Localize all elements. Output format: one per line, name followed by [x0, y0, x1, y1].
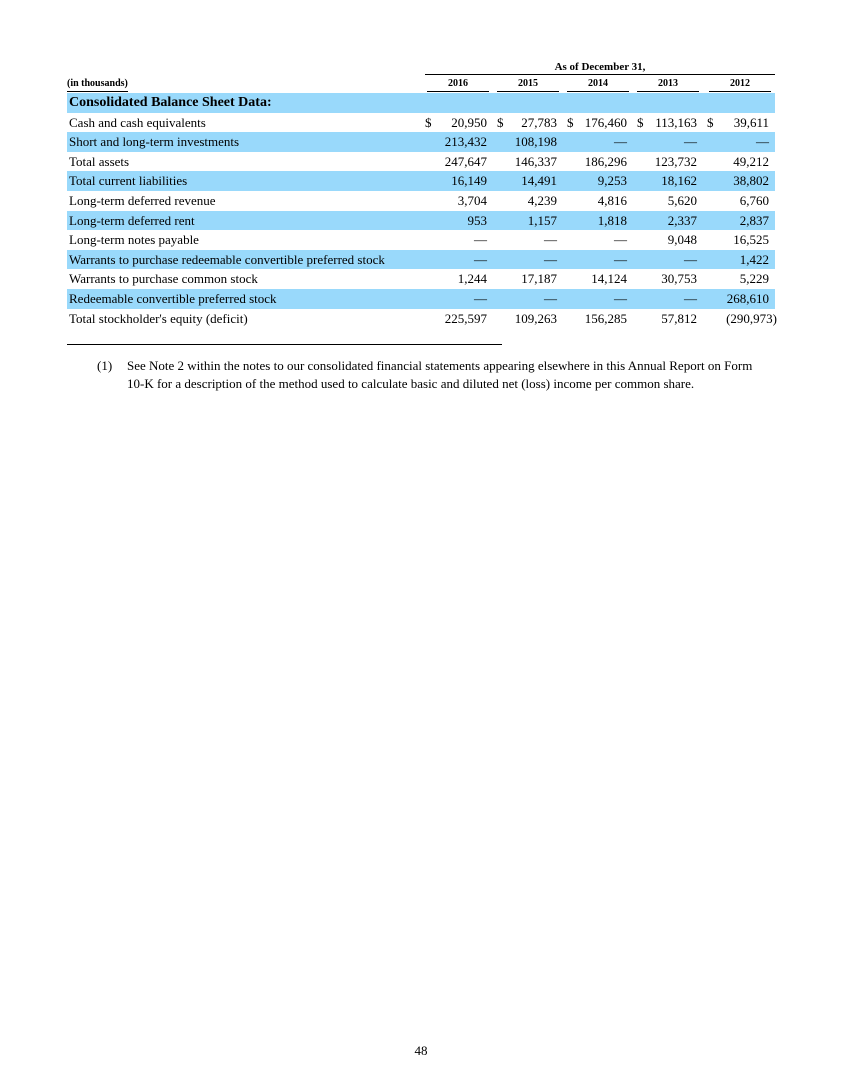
- table-cell: —: [614, 134, 627, 150]
- row-label: Warrants to purchase common stock: [69, 271, 258, 287]
- table-cell: 9,048: [667, 232, 697, 248]
- table-cell: —: [614, 290, 627, 306]
- currency-symbol: $: [497, 114, 504, 130]
- row-label: Total current liabilities: [69, 173, 188, 189]
- table-cell: —: [544, 290, 557, 306]
- table-cell: —: [684, 251, 697, 267]
- table-row: [67, 250, 775, 270]
- currency-symbol: $: [707, 114, 714, 130]
- table-row: [67, 113, 775, 133]
- currency-symbol: $: [425, 114, 432, 130]
- table-row: [67, 230, 775, 250]
- table-cell: 4,816: [597, 192, 627, 208]
- table-row: [67, 211, 775, 231]
- table-row: [67, 289, 775, 309]
- table-cell: 5,620: [667, 192, 697, 208]
- table-cell: 268,610: [726, 290, 769, 306]
- table-cell: —: [474, 232, 487, 248]
- table-cell: 57,812: [661, 310, 697, 326]
- row-label: Total stockholder's equity (deficit): [69, 310, 248, 326]
- table-cell: 123,732: [654, 153, 697, 169]
- table-cell: —: [684, 290, 697, 306]
- table-cell: —: [544, 251, 557, 267]
- table-cell: 108,198: [514, 134, 557, 150]
- table-cell: (290,973): [726, 310, 777, 326]
- section-title-row: [67, 93, 775, 113]
- footnote-divider: [67, 344, 502, 345]
- table-cell: 176,460: [584, 114, 627, 130]
- table-cell: 4,239: [527, 192, 557, 208]
- row-label: Long-term deferred rent: [69, 212, 195, 228]
- column-header-row: [67, 77, 775, 91]
- table-cell: 1,818: [597, 212, 627, 228]
- table-body: [67, 93, 775, 328]
- table-cell: —: [544, 232, 557, 248]
- table-cell: 49,212: [733, 153, 769, 169]
- table-cell: 2,337: [667, 212, 697, 228]
- currency-symbol: $: [567, 114, 574, 130]
- table-row: [67, 152, 775, 172]
- table-cell: 6,760: [739, 192, 769, 208]
- table-cell: —: [614, 251, 627, 267]
- table-row: [67, 132, 775, 152]
- table-row: [67, 191, 775, 211]
- footnote-text: See Note 2 within the notes to our consolidated financial statements appearing elsewhere in this Annual Report on Form 10-K for a description of the method used to calculate basic and diluted net (loss) income per common share.: [127, 358, 753, 391]
- table-cell: 225,597: [444, 310, 487, 326]
- table-row: [67, 171, 775, 191]
- table-cell: —: [756, 134, 769, 150]
- table-cell: 2,837: [739, 212, 769, 228]
- table-cell: 109,263: [514, 310, 557, 326]
- table-cell: 30,753: [661, 271, 697, 287]
- table-cell: 1,157: [527, 212, 557, 228]
- table-cell: 38,802: [733, 173, 769, 189]
- table-cell: 14,124: [591, 271, 627, 287]
- row-label: Long-term notes payable: [69, 232, 199, 248]
- table-cell: 953: [467, 212, 487, 228]
- table-cell: 113,163: [655, 114, 697, 130]
- year-header: 2012: [709, 77, 771, 92]
- table-cell: 3,704: [457, 192, 487, 208]
- table-cell: —: [684, 134, 697, 150]
- table-row: [67, 269, 775, 289]
- table-cell: 1,422: [739, 251, 769, 267]
- table-cell: —: [614, 232, 627, 248]
- row-label: Short and long-term investments: [69, 134, 240, 150]
- year-header: 2016: [427, 77, 489, 92]
- table-cell: 5,229: [739, 271, 769, 287]
- page-number: 48: [414, 1043, 428, 1058]
- table-cell: 1,244: [457, 271, 487, 287]
- table-cell: 39,611: [733, 114, 769, 130]
- table-row: [67, 309, 775, 329]
- row-label: Long-term deferred revenue: [69, 192, 216, 208]
- table-cell: 186,296: [584, 153, 627, 169]
- year-header: 2015: [497, 77, 559, 92]
- table-cell: 16,525: [733, 232, 769, 248]
- table-cell: 213,432: [444, 134, 487, 150]
- table-cell: 16,149: [451, 173, 487, 189]
- row-label: Redeemable convertible preferred stock: [69, 290, 277, 306]
- table-cell: 146,337: [514, 153, 557, 169]
- year-header: 2013: [637, 77, 699, 92]
- currency-symbol: $: [637, 114, 644, 130]
- footnote-number: (1): [97, 358, 113, 373]
- year-header: 2014: [567, 77, 629, 92]
- table-cell: 14,491: [521, 173, 557, 189]
- table-cell: —: [474, 290, 487, 306]
- row-label: Cash and cash equivalents: [69, 114, 206, 130]
- table-cell: —: [474, 251, 487, 267]
- period-header: As of December 31,: [425, 60, 775, 75]
- section-title: Consolidated Balance Sheet Data:: [69, 95, 272, 110]
- table-cell: 17,187: [521, 271, 557, 287]
- table-cell: 156,285: [584, 310, 627, 326]
- row-label: Total assets: [69, 153, 130, 169]
- row-label: Warrants to purchase redeemable convertible preferred stock: [69, 251, 385, 267]
- units-label: (in thousands): [67, 77, 128, 92]
- table-cell: 27,783: [521, 114, 557, 130]
- table-cell: 18,162: [661, 173, 697, 189]
- table-cell: 9,253: [597, 173, 627, 189]
- table-cell: 247,647: [444, 153, 487, 169]
- table-cell: 20,950: [451, 114, 487, 130]
